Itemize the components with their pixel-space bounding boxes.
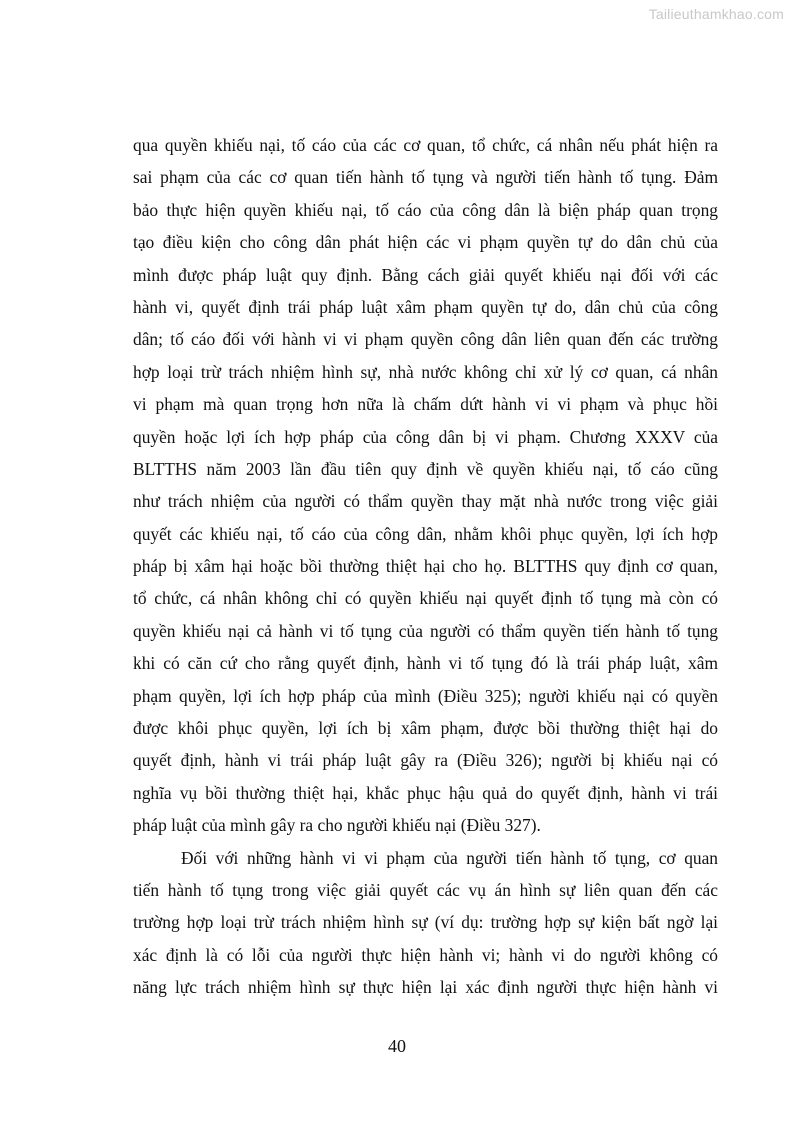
text-line: qua quyền khiếu nại, tố cáo của các cơ quan, tổ chức, cá nhân nếu phát hiện ra bbox=[133, 135, 718, 155]
text-line: sai phạm của các cơ quan tiến hành tố tụng và người tiến hành tố tụng. Đảm bbox=[133, 167, 718, 188]
text-line: quyết định, hành vi trái pháp luật gây ra (Điều 326); người bị khiếu nại có bbox=[133, 750, 718, 771]
text-line: khi có căn cứ cho rằng quyết định, hành vi tố tụng đó là trái pháp luật, xâm bbox=[133, 653, 718, 674]
text-line: bảo thực hiện quyền khiếu nại, tố cáo của công dân là biện pháp quan trọng bbox=[133, 199, 718, 220]
text-line: mình được pháp luật quy định. Bằng cách giải quyết khiếu nại đối với các bbox=[133, 264, 718, 285]
document-body bbox=[133, 129, 718, 1004]
text-line: như trách nhiệm của người có thẩm quyền thay mặt nhà nước trong việc giải bbox=[133, 491, 718, 512]
text-line: phạm quyền, lợi ích hợp pháp của mình (Điều 325); người khiếu nại có quyền bbox=[133, 685, 718, 706]
text-line: pháp bị xâm hại hoặc bồi thường thiệt hại cho họ. BLTTHS quy định cơ quan, bbox=[133, 556, 718, 577]
text-line: pháp luật của mình gây ra cho người khiếu nại (Điều 327). bbox=[133, 815, 541, 836]
text-line: năng lực trách nhiệm hình sự thực hiện lại xác định người thực hiện hành vi bbox=[133, 977, 718, 998]
text-line: quyền hoặc lợi ích hợp pháp của công dân bị vi phạm. Chương XXXV của bbox=[133, 426, 718, 447]
text-line: quyền khiếu nại cả hành vi tố tụng của người có thẩm quyền tiến hành tố tụng bbox=[133, 620, 718, 641]
text-line: Đối với những hành vi vi phạm của người tiến hành tố tụng, cơ quan bbox=[181, 847, 718, 868]
text-line: nghĩa vụ bồi thường thiệt hại, khắc phục hậu quả do quyết định, hành vi trái bbox=[133, 782, 718, 803]
text-line: tổ chức, cá nhân không chỉ có quyền khiếu nại quyết định tố tụng mà còn có bbox=[133, 588, 718, 609]
text-line: vi phạm mà quan trọng hơn nữa là chấm dứt hành vi vi phạm và phục hồi bbox=[133, 394, 718, 415]
text-line: trường hợp loại trừ trách nhiệm hình sự (ví dụ: trường hợp sự kiện bất ngờ lại bbox=[133, 912, 718, 933]
text-line: tiến hành tố tụng trong việc giải quyết các vụ án hình sự liên quan đến các bbox=[133, 879, 718, 900]
watermark: Tailieuthamkhao.com bbox=[648, 6, 784, 22]
text-line: BLTTHS năm 2003 lần đầu tiên quy định về quyền khiếu nại, tố cáo cũng bbox=[133, 458, 718, 479]
text-line: hành vi, quyết định trái pháp luật xâm phạm quyền tự do, dân chủ của công bbox=[133, 296, 718, 317]
text-line: hợp loại trừ trách nhiệm hình sự, nhà nước không chỉ xử lý cơ quan, cá nhân bbox=[133, 361, 718, 382]
paragraph-2 bbox=[133, 842, 718, 1004]
text-line: tạo điều kiện cho công dân phát hiện các vi phạm quyền tự do dân chủ của bbox=[133, 232, 718, 253]
text-line: dân; tố cáo đối với hành vi vi phạm quyền công dân liên quan đến các trường bbox=[133, 329, 718, 350]
text-line: được khôi phục quyền, lợi ích bị xâm phạm, được bồi thường thiệt hại do bbox=[133, 718, 718, 739]
text-line: xác định là có lỗi của người thực hiện hành vi; hành vi do người không có bbox=[133, 944, 718, 965]
text-line: quyết các khiếu nại, tố cáo của công dân, nhằm khôi phục quyền, lợi ích hợp bbox=[133, 523, 718, 544]
page-number: 40 bbox=[388, 1036, 406, 1056]
paragraph-1 bbox=[133, 129, 718, 842]
